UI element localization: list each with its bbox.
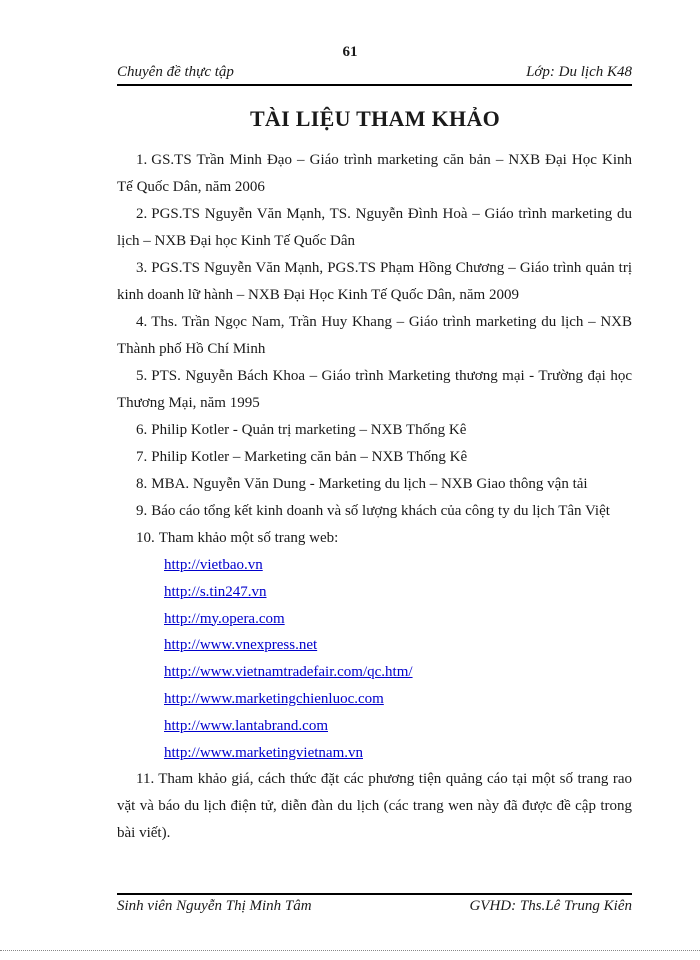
reference-text: MBA. Nguyễn Văn Dung - Marketing du lịch – NXB Giao thông vận tải (151, 476, 588, 492)
reference-list (117, 147, 632, 847)
reference-item (117, 766, 632, 847)
reference-number: 8. (136, 476, 148, 492)
reference-number: 5. (136, 368, 148, 384)
reference-number: 11. (136, 771, 155, 788)
reference-text: PGS.TS Nguyễn Văn Mạnh, TS. Nguyễn Đình Hoà – Giáo trình marketing du lịch – NXB Đại học Kinh Tế Quốc Dân (117, 206, 632, 249)
reference-text: PTS. Nguyễn Bách Khoa – Giáo trình Marketing thương mại - Trường đại học Thương Mại, năm 1995 (117, 368, 632, 411)
reference-number: 7. (136, 449, 148, 465)
reference-text: Philip Kotler - Quản trị marketing – NXB Thống Kê (151, 422, 467, 438)
reference-item (117, 525, 632, 552)
reference-text: PGS.TS Nguyễn Văn Mạnh, PGS.TS Phạm Hồng Chương – Giáo trình quản trị kinh doanh lữ hành – NXB Đại Học Kinh Tế Quốc Dân, năm 2009 (117, 260, 632, 303)
website-link[interactable]: http://www.vnexpress.net (164, 637, 318, 654)
reference-item (117, 255, 632, 309)
page-bottom-edge (0, 950, 700, 951)
footer-advisor: GVHD: Ths.Lê Trung Kiên (469, 898, 632, 914)
website-link[interactable]: http://www.vietnamtradefair.com/qc.htm/ (164, 664, 413, 681)
reference-item (117, 201, 632, 255)
reference-item (117, 417, 632, 444)
page-footer (117, 898, 632, 918)
reference-item (117, 471, 632, 498)
website-link[interactable]: http://vietbao.vn (164, 557, 263, 573)
website-link[interactable]: http://www.marketingvietnam.vn (164, 744, 363, 761)
website-link[interactable]: http://www.lantabrand.com (164, 717, 328, 734)
reference-item (117, 363, 632, 417)
footer-student: Sinh viên Nguyễn Thị Minh Tâm (117, 898, 312, 914)
reference-item (117, 498, 632, 525)
reference-number: 2. (136, 206, 148, 222)
reference-text: Ths. Trần Ngọc Nam, Trần Huy Khang – Giáo trình marketing du lịch – NXB Thành phố Hồ Chí Minh (117, 314, 632, 357)
reference-text: Tham khảo một số trang web: (158, 530, 339, 546)
reference-number: 6. (136, 422, 148, 438)
reference-number: 10. (136, 530, 155, 546)
reference-item (117, 147, 632, 201)
reference-text: GS.TS Trần Minh Đạo – Giáo trình marketing căn bản – NXB Đại Học Kinh Tế Quốc Dân, năm 2006 (117, 152, 632, 195)
page-title: TÀI LIỆU THAM KHẢO (249, 106, 501, 131)
reference-text: Tham khảo giá, cách thức đặt các phương tiện quảng cáo tại một số trang rao vặt và báo du lịch điện tử, diễn đàn du lịch (các trang wen này đã được đề cập trong bài viết). (117, 771, 632, 842)
website-link[interactable]: http://my.opera.com (164, 610, 285, 627)
reference-item (117, 309, 632, 363)
footer-divider (117, 893, 632, 895)
reference-number: 1. (136, 152, 148, 168)
reference-text: Philip Kotler – Marketing căn bản – NXB Thống Kê (151, 449, 468, 465)
page-header (117, 64, 632, 86)
page-number: 61 (342, 44, 358, 60)
header-class: Lớp: Du lịch K48 (526, 64, 632, 80)
reference-item (117, 444, 632, 471)
header-course: Chuyên đề thực tập (117, 64, 234, 80)
website-link[interactable]: http://www.marketingchienluoc.com (164, 690, 384, 707)
reference-number: 3. (136, 260, 148, 276)
website-link[interactable]: http://s.tin247.vn (164, 583, 267, 600)
website-links (117, 552, 632, 766)
reference-number: 9. (136, 503, 148, 519)
reference-number: 4. (136, 314, 148, 330)
reference-text: Báo cáo tổng kết kinh doanh và số lượng khách của công ty du lịch Tân Việt (151, 503, 610, 519)
